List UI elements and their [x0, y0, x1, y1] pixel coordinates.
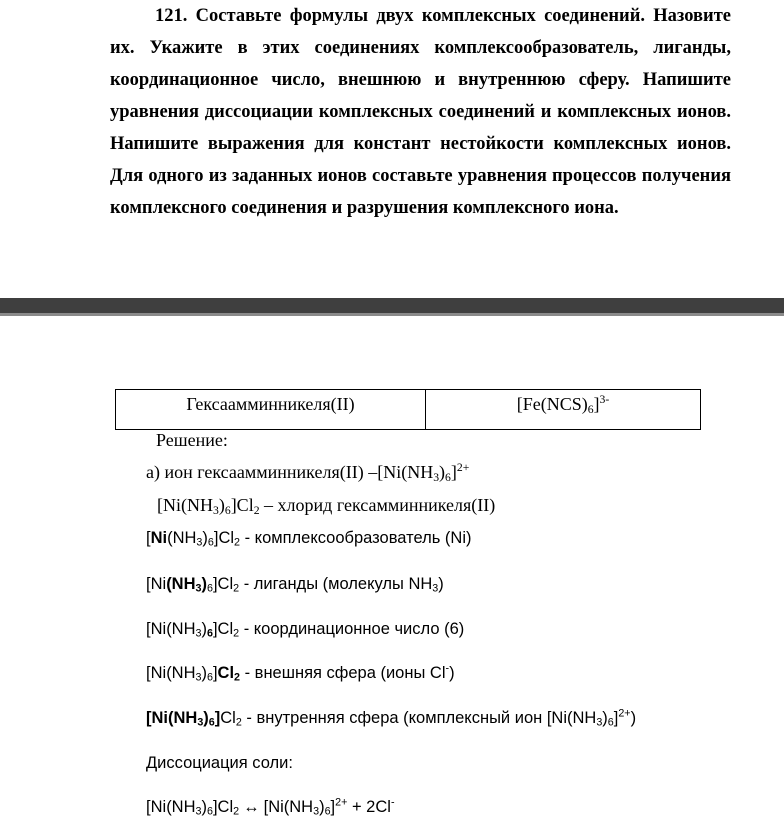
equilibrium-arrow-icon: ↔ — [243, 798, 260, 816]
item-description: ) — [438, 575, 444, 593]
item-description: ) — [449, 664, 455, 682]
problem-line: Для одного из заданных ионов составьте уравнения процессов получения — [110, 166, 731, 186]
item-description: ] — [613, 709, 619, 727]
formula-part: ] — [212, 620, 218, 638]
formula-subscript: 3 — [195, 582, 202, 595]
formula-part: (NH — [166, 664, 196, 682]
formula-subscript: 6 — [587, 402, 594, 416]
page-divider — [0, 298, 784, 313]
formula-part: ) — [319, 798, 325, 816]
formula-part: + 2Cl — [347, 798, 391, 816]
formula-highlight — [146, 709, 220, 727]
formula-subscript: 6 — [206, 627, 213, 640]
formula-subscript: 3 — [432, 582, 439, 595]
formula-subscript: 6 — [208, 716, 215, 729]
formula-subscript: 2 — [253, 503, 260, 517]
formula-part: (NH — [166, 798, 196, 816]
formula-part: (NH — [166, 620, 196, 638]
formula-part: [Ni(NH — [263, 798, 314, 816]
formula-subscript: 2 — [234, 671, 241, 684]
solution-ion-line — [146, 462, 469, 483]
formula-part: [Fe(NCS) — [516, 394, 588, 414]
formula-part: [ — [146, 664, 151, 682]
formula-part: [Ni(NH — [157, 495, 213, 515]
formula-subscript: 3 — [197, 716, 204, 729]
formula-part: ] — [212, 664, 218, 682]
formula-part: Ni — [150, 620, 167, 638]
formula-subscript: 6 — [207, 536, 214, 549]
formula-subscript: 3 — [195, 671, 202, 684]
item-description: - внешняя сфера (ионы Cl — [240, 664, 446, 682]
formula-part: Cl — [217, 664, 235, 682]
formula-subscript: 3 — [195, 805, 202, 818]
formula-part: [ — [146, 709, 152, 727]
formula-subscript: 3 — [313, 805, 320, 818]
formula-subscript: 2 — [233, 582, 240, 595]
formula-part: ] — [450, 462, 457, 482]
formula-part: ) — [201, 620, 207, 638]
problem-line: координационное число, внешнюю и внутреннюю сферу. Напишите — [110, 70, 731, 90]
formula-subscript: 6 — [607, 716, 614, 729]
problem-line: уравнения диссоциации комплексных соединений и комплексных ионов. — [110, 102, 731, 122]
formula-subscript: 3 — [195, 627, 202, 640]
formula-part: ) — [201, 575, 207, 593]
formula-subscript: 6 — [206, 805, 213, 818]
formula-part: ] — [212, 575, 218, 593]
formula-part: ] — [212, 798, 218, 816]
formula-part: ) — [202, 529, 208, 547]
formula-subscript: 6 — [206, 582, 213, 595]
formula-part: [ — [146, 620, 151, 638]
formula-subscript: 2 — [234, 536, 241, 549]
solution-salt-line — [157, 495, 495, 516]
formula-part: Cl — [218, 529, 235, 547]
formula-subscript: 6 — [324, 805, 331, 818]
formula-part: ) — [203, 709, 209, 727]
problem-line: Напишите выражения для констант нестойкости комплексных ионов. — [110, 134, 731, 154]
formula-subscript: 6 — [206, 671, 213, 684]
formula-part: (NH — [168, 709, 198, 727]
ligands-line — [146, 575, 444, 594]
formula-part: (NH — [166, 575, 196, 593]
formula-highlight — [218, 664, 240, 682]
formula-subscript: 3 — [196, 536, 203, 549]
page-divider-shadow — [0, 313, 784, 316]
formula-part: [ — [146, 529, 151, 547]
formula-superscript: - — [445, 662, 450, 675]
formula-part: ) — [218, 495, 225, 515]
formula-subscript: 3 — [596, 716, 603, 729]
formula-part: [ — [146, 575, 151, 593]
formula-superscript: 2+ — [618, 707, 631, 720]
formula-part: Cl — [220, 709, 236, 727]
formula-part: (NH — [167, 529, 197, 547]
salt-name: – хлорид гексамминникеля(II) — [259, 495, 496, 515]
item-description: - внутренняя сфера (комплексный ион [Ni(NH — [241, 709, 597, 727]
inner-sphere-line — [146, 709, 636, 728]
formula-part: Ni — [150, 664, 167, 682]
formula-subscript: 3 — [433, 470, 440, 484]
formula-part: Ni — [150, 575, 167, 593]
formula-part: Ni — [150, 798, 167, 816]
table-cell-compound-1: Гексаамминникеля(II) — [186, 394, 355, 414]
formula-part: Cl — [217, 798, 234, 816]
problem-line: 121. Составьте формулы двух комплексных соединений. Назовите — [155, 6, 731, 26]
formula-highlight — [166, 575, 207, 593]
item-description: ) — [630, 709, 637, 727]
formula-part: ] — [213, 529, 219, 547]
dissociation-heading: Диссоциация соли: — [146, 754, 293, 772]
formula-highlight: Ni — [150, 529, 168, 547]
formula-superscript: 3- — [599, 392, 610, 406]
problem-line: комплексного соединения и разрушения комплексного иона. — [110, 198, 619, 218]
item-description: - комплексообразователь (Ni) — [240, 529, 472, 547]
solution-heading: Решение: — [156, 430, 228, 450]
problem-line: их. Укажите в этих соединениях комплексообразователь, лиганды, — [110, 38, 731, 58]
formula-superscript: 2+ — [456, 460, 470, 474]
formula-part: ) — [201, 664, 207, 682]
formula-subscript: 2 — [233, 627, 240, 640]
formula-part: ] — [214, 709, 221, 727]
formula-part: [ — [146, 798, 151, 816]
formula-superscript: - — [390, 796, 395, 809]
formula-superscript: 2+ — [335, 796, 348, 809]
ion-text: а) ион гексаамминникеля(II) –[Ni(NH — [146, 462, 434, 482]
item-description: - координационное число (6) — [239, 620, 465, 638]
outer-sphere-line — [146, 664, 455, 683]
formula-subscript: 6 — [445, 470, 451, 484]
formula-part: ]Cl — [230, 495, 254, 515]
item-description: - лиганды (молекулы NH — [239, 575, 433, 593]
formula-part: Cl — [217, 575, 234, 593]
formula-part: Cl — [217, 620, 234, 638]
formula-subscript: 2 — [235, 716, 242, 729]
coordination-number-line — [146, 620, 464, 639]
item-description: ) — [602, 709, 608, 727]
table-cell-compound-2 — [425, 390, 700, 429]
formula-part: ) — [439, 462, 446, 482]
variant-table — [115, 389, 701, 430]
formula-subscript: 3 — [213, 503, 219, 517]
central-atom-line — [146, 529, 471, 548]
formula-subscript: 6 — [224, 503, 231, 517]
formula-part: Ni — [151, 709, 168, 727]
formula-part: ] — [330, 798, 336, 816]
formula-part: ] — [593, 394, 600, 414]
formula-part: ) — [201, 798, 207, 816]
formula-subscript: 2 — [233, 805, 240, 818]
dissociation-equation — [146, 798, 395, 817]
problem-statement — [110, 0, 731, 224]
